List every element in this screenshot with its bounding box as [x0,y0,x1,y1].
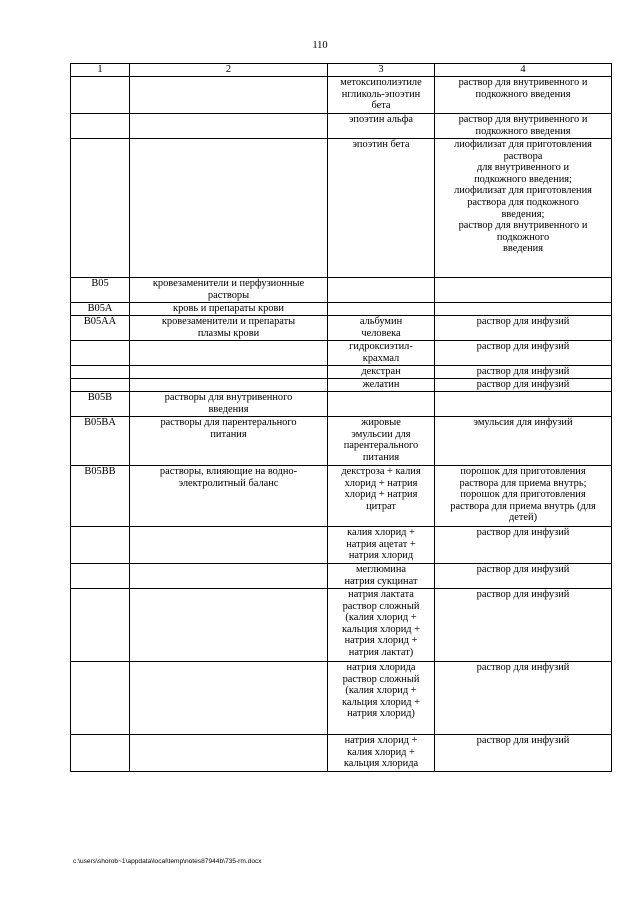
table-row [71,316,612,341]
drug-name-cell: декстроза + калия хлорид + натрия хлорид + натрия цитрат [328,466,435,527]
drug-name-cell: метоксиполиэтиле нгликоль-эпоэтин бета [328,77,435,114]
table-row [71,366,612,379]
atc-description-cell: растворы для внутривенного введения [130,392,328,417]
atc-description-cell: кровь и препараты крови [130,303,328,316]
atc-description-cell [130,589,328,662]
atc-description-cell: кровезаменители и препараты плазмы крови [130,316,328,341]
atc-description-cell: кровезаменители и перфузионные растворы [130,278,328,303]
table-row [71,564,612,589]
table-row [71,303,612,316]
drug-name-cell: гидроксиэтил- крахмал [328,341,435,366]
drug-name-cell: декстран [328,366,435,379]
drug-name-cell: натрия лактата раствор сложный (калия хлорид + кальция хлорид + натрия хлорид + натрия лактат) [328,589,435,662]
dosage-form-cell: раствор для инфузий [435,316,612,341]
atc-code-cell [71,366,130,379]
atc-code-cell [71,527,130,564]
dosage-form-cell: раствор для инфузий [435,527,612,564]
atc-code-cell [71,662,130,735]
table-row [71,139,612,278]
atc-description-cell: растворы, влияющие на водно- электролитный баланс [130,466,328,527]
dosage-form-cell: раствор для внутривенного и подкожного введения [435,114,612,139]
dosage-form-cell: порошок для приготовления раствора для приема внутрь; порошок для приготовления раствора для приема внутрь (для детей) [435,466,612,527]
drug-name-cell: натрия хлорид + калия хлорид + кальция хлорида [328,735,435,772]
drug-name-cell: натрия хлорида раствор сложный (калия хлорид + кальция хлорид + натрия хлорид) [328,662,435,735]
page-number: 110 [312,40,328,51]
drug-name-cell: калия хлорид + натрия ацетат + натрия хлорид [328,527,435,564]
dosage-form-cell: эмульсия для инфузий [435,417,612,466]
table-row [71,417,612,466]
table-row [71,379,612,392]
column-header: 4 [435,64,612,77]
dosage-form-cell [435,278,612,303]
drug-table [70,63,612,772]
atc-code-cell: B05B [71,392,130,417]
table-row [71,278,612,303]
dosage-form-cell: раствор для инфузий [435,341,612,366]
table-row [71,466,612,527]
atc-description-cell: растворы для парентерального питания [130,417,328,466]
atc-description-cell [130,662,328,735]
table-row [71,527,612,564]
dosage-form-cell [435,392,612,417]
atc-code-cell [71,341,130,366]
atc-code-cell [71,564,130,589]
drug-name-cell: желатин [328,379,435,392]
table-row [71,77,612,114]
atc-description-cell [130,735,328,772]
dosage-form-cell: раствор для инфузий [435,564,612,589]
drug-name-cell: эпоэтин альфа [328,114,435,139]
drug-name-cell [328,303,435,316]
column-header: 2 [130,64,328,77]
dosage-form-cell: раствор для внутривенного и подкожного введения [435,77,612,114]
atc-description-cell [130,77,328,114]
dosage-form-cell [435,303,612,316]
table-row [71,392,612,417]
atc-code-cell: B05A [71,303,130,316]
atc-code-cell [71,114,130,139]
atc-code-cell: B05BA [71,417,130,466]
atc-description-cell [130,379,328,392]
table-row [71,735,612,772]
drug-name-cell: меглюмина натрия сукцинат [328,564,435,589]
atc-description-cell [130,114,328,139]
dosage-form-cell: раствор для инфузий [435,735,612,772]
atc-description-cell [130,527,328,564]
dosage-form-cell: раствор для инфузий [435,366,612,379]
dosage-form-cell: раствор для инфузий [435,662,612,735]
footer-file-path: c:\users\shorob~1\appdata\local\temp\notes87944b\735-rm.docx [73,858,262,865]
drug-name-cell: альбумин человека [328,316,435,341]
table-header-row [71,64,612,77]
drug-name-cell [328,278,435,303]
drug-name-cell: эпоэтин бета [328,139,435,278]
atc-description-cell [130,564,328,589]
dosage-form-cell: раствор для инфузий [435,379,612,392]
dosage-form-cell: лиофилизат для приготовления раствора для внутривенного и подкожного введения; лиофилизат для приготовления раствора для подкожного введения; раствор для внутривенного и подкожного введения [435,139,612,278]
atc-description-cell [130,341,328,366]
atc-code-cell: B05 [71,278,130,303]
atc-code-cell: B05BB [71,466,130,527]
dosage-form-cell: раствор для инфузий [435,589,612,662]
atc-description-cell [130,139,328,278]
atc-description-cell [130,366,328,379]
table-row [71,114,612,139]
column-header: 1 [71,64,130,77]
drug-name-cell: жировые эмульсии для парентерального питания [328,417,435,466]
atc-code-cell [71,379,130,392]
table-row [71,589,612,662]
drug-name-cell [328,392,435,417]
atc-code-cell [71,589,130,662]
table-row [71,662,612,735]
column-header: 3 [328,64,435,77]
atc-code-cell: B05AA [71,316,130,341]
atc-code-cell [71,139,130,278]
atc-code-cell [71,735,130,772]
atc-code-cell [71,77,130,114]
table-row [71,341,612,366]
